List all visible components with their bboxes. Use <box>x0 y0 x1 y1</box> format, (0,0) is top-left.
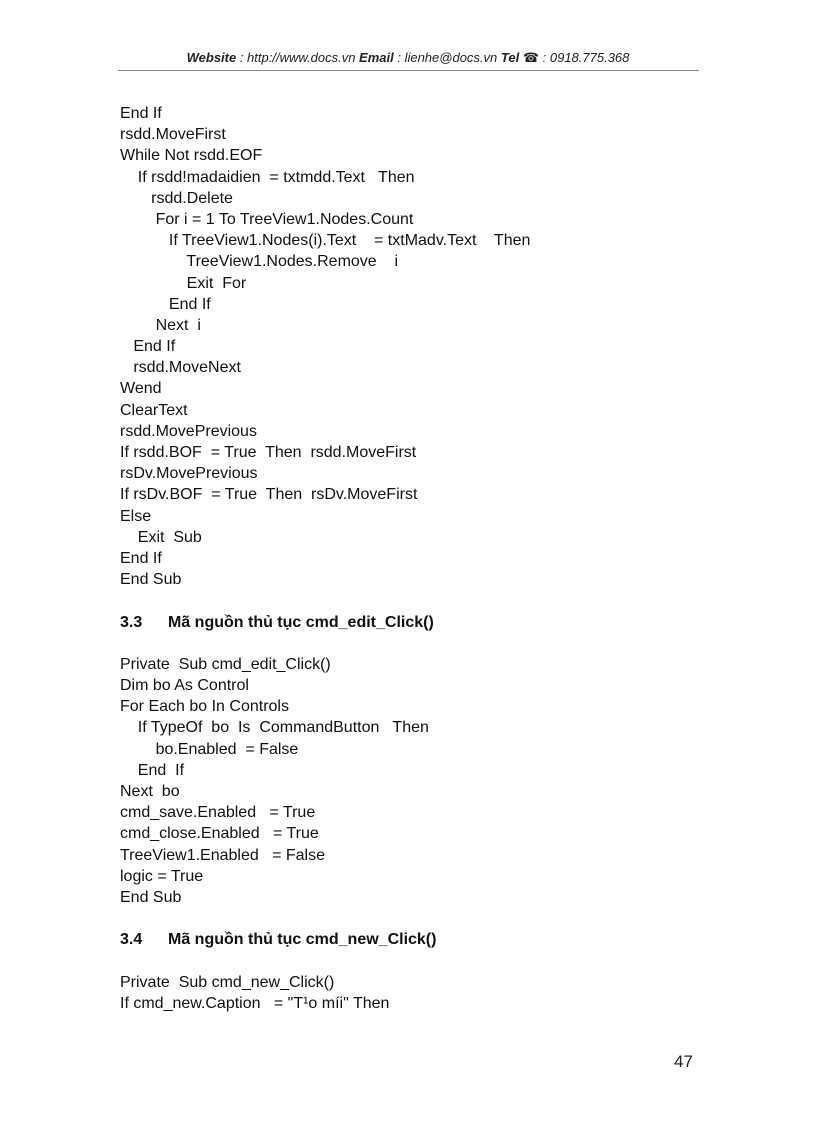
email-value: : lienhe@docs.vn <box>393 50 501 65</box>
code-line: TreeView1.Enabled = False <box>120 846 326 864</box>
section-number: 3.4 <box>120 931 143 949</box>
code-line: ClearText <box>120 401 188 419</box>
code-block-1 <box>120 103 720 590</box>
website-label: Website <box>186 50 237 65</box>
section-title: Mã nguồn thủ tục cmd_new_Click() <box>168 931 437 949</box>
code-line: Dim bo As Control <box>120 677 249 695</box>
code-line: End If <box>120 761 185 779</box>
code-line: Exit Sub <box>120 528 202 546</box>
website-value: : http://www.docs.vn <box>236 50 360 65</box>
code-block-3 <box>120 972 720 1014</box>
spacer <box>120 951 720 972</box>
code-line: If rsdd.BOF = True Then rsdd.MoveFirst <box>120 444 417 461</box>
code-line: rsdd.MoveNext <box>120 359 241 377</box>
page-number: 47 <box>674 1052 693 1071</box>
email-label: Email <box>359 50 394 65</box>
tel-label: Tel <box>500 50 520 65</box>
section-title: Mã nguồn thủ tục cmd_edit_Click() <box>168 613 434 631</box>
code-line: Else <box>120 507 152 525</box>
code-line: cmd_save.Enabled = True <box>120 804 316 822</box>
code-block-2 <box>120 654 720 908</box>
spacer <box>120 633 720 654</box>
code-line: End Sub <box>120 571 182 589</box>
code-line: For i = 1 To TreeView1.Nodes.Count <box>120 210 414 228</box>
code-line: End If <box>120 338 176 356</box>
code-line: Wend <box>120 380 162 398</box>
spacer <box>120 908 720 929</box>
section-number: 3.3 <box>120 613 143 631</box>
code-line: bo.Enabled = False <box>120 740 299 758</box>
code-line: Exit For <box>120 274 247 292</box>
code-line: If TypeOf bo Is CommandButton Then <box>120 719 429 737</box>
section-heading-3-3 <box>120 612 720 633</box>
code-line: Private Sub cmd_edit_Click() <box>120 655 331 673</box>
code-line: TreeView1.Nodes.Remove i <box>120 253 399 271</box>
code-line: If TreeView1.Nodes(i).Text = txtMadv.Text Then <box>120 232 531 250</box>
code-line: cmd_close.Enabled = True <box>120 825 319 843</box>
code-line: While Not rsdd.EOF <box>120 147 263 165</box>
phone-icon: ☎ <box>522 50 540 65</box>
document-body <box>120 103 720 1014</box>
code-line: Next bo <box>120 783 180 800</box>
section-heading-3-4 <box>120 929 720 950</box>
code-line: End If <box>120 105 162 122</box>
code-line: rsdd.Delete <box>120 189 233 207</box>
code-line: If cmd_new.Caption = "T¹o míi" Then <box>120 994 390 1012</box>
code-line: logic = True <box>120 867 204 885</box>
code-line: rsdd.MoveFirst <box>120 126 226 144</box>
tel-value: : 0918.775.368 <box>539 50 630 65</box>
code-line: If rsDv.BOF = True Then rsDv.MoveFirst <box>120 486 418 504</box>
code-line: End If <box>120 295 211 313</box>
code-line: End If <box>120 549 162 567</box>
code-line: Private Sub cmd_new_Click() <box>120 973 335 991</box>
code-line: End Sub <box>120 888 182 906</box>
code-line: If rsdd!madaidien = txtmdd.Text Then <box>120 168 415 186</box>
code-line: rsdd.MovePrevious <box>120 422 257 440</box>
page-header <box>118 50 698 66</box>
code-line: For Each bo In Controls <box>120 698 289 716</box>
spacer <box>120 590 720 611</box>
code-line: Next i <box>120 316 201 334</box>
header-divider <box>118 70 699 71</box>
code-line: rsDv.MovePrevious <box>120 465 258 483</box>
